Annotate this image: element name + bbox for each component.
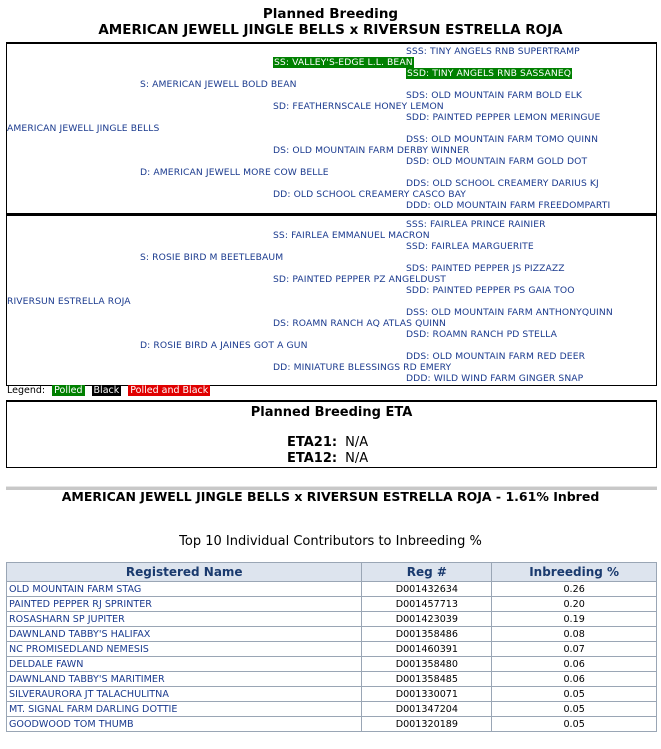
eta21-label: ETA21:	[287, 435, 338, 450]
dam-dss-link[interactable]: DSS: OLD MOUNTAIN FARM ANTHONYQUINN	[406, 307, 613, 318]
dam-animal-link[interactable]: RIVERSUN ESTRELLA ROJA	[7, 296, 131, 307]
col-header-name: Registered Name	[7, 563, 362, 582]
row-reg: D001432634	[362, 582, 492, 597]
table-row	[7, 597, 657, 612]
top-contributors-title: Top 10 Individual Contributors to Inbreeding %	[179, 534, 482, 549]
dam-sdd-link[interactable]: SDD: PAINTED PEPPER PS GAIA TOO	[406, 285, 575, 296]
sire-s-link[interactable]: S: AMERICAN JEWELL BOLD BEAN	[140, 79, 297, 90]
row-name-link[interactable]: DELDALE FAWN	[7, 657, 362, 672]
sire-ss-link[interactable]: SS: VALLEY'S-EDGE L.L. BEAN	[274, 57, 413, 68]
row-reg: D001358486	[362, 627, 492, 642]
dam-d-link[interactable]: D: ROSIE BIRD A JAINES GOT A GUN	[140, 340, 308, 351]
pairing-title: AMERICAN JEWELL JINGLE BELLS x RIVERSUN ESTRELLA ROJA	[98, 22, 563, 38]
dam-dsd-link[interactable]: DSD: ROAMN RANCH PD STELLA	[406, 329, 557, 340]
page-title: Planned Breeding	[262, 6, 399, 22]
dam-s-link[interactable]: S: ROSIE BIRD M BEETLEBAUM	[140, 252, 284, 263]
dam-pedigree-box	[6, 214, 657, 386]
row-inbreeding: 0.05	[492, 717, 657, 732]
row-name-link[interactable]: DAWNLAND TABBY'S MARITIMER	[7, 672, 362, 687]
dam-sds-link[interactable]: SDS: PAINTED PEPPER JS PIZZAZZ	[406, 263, 565, 274]
row-inbreeding: 0.06	[492, 672, 657, 687]
dam-sss-link[interactable]: SSS: FAIRLEA PRINCE RAINIER	[406, 219, 546, 230]
sire-sdd-link[interactable]: SDD: PAINTED PEPPER LEMON MERINGUE	[406, 112, 601, 123]
table-row	[7, 612, 657, 627]
row-name-link[interactable]: SILVERAURORA JT TALACHULITNA	[7, 687, 362, 702]
legend-polled-black-badge: Polled and Black	[130, 385, 209, 396]
dam-ds-link[interactable]: DS: ROAMN RANCH AQ ATLAS QUINN	[273, 318, 447, 329]
row-inbreeding: 0.20	[492, 597, 657, 612]
row-name-link[interactable]: NC PROMISEDLAND NEMESIS	[7, 642, 362, 657]
dam-ssd-link[interactable]: SSD: FAIRLEA MARGUERITE	[406, 241, 534, 252]
row-inbreeding: 0.05	[492, 687, 657, 702]
sire-ddd-link[interactable]: DDD: OLD MOUNTAIN FARM FREEDOMPARTI	[406, 200, 611, 211]
inbreeding-title: AMERICAN JEWELL JINGLE BELLS x RIVERSUN ESTRELLA ROJA - 1.61% Inbred	[61, 489, 600, 504]
sire-ds-link[interactable]: DS: OLD MOUNTAIN FARM DERBY WINNER	[273, 145, 470, 156]
table-row	[7, 642, 657, 657]
row-reg: D001358480	[362, 657, 492, 672]
eta12-value: N/A	[345, 451, 369, 466]
table-row	[7, 627, 657, 642]
legend-label: Legend:	[7, 385, 46, 396]
dam-dd-link[interactable]: DD: MINIATURE BLESSINGS RD EMERY	[273, 362, 452, 373]
row-inbreeding: 0.07	[492, 642, 657, 657]
sire-ssd-link[interactable]: SSD: TINY ANGELS RNB SASSANEQ	[407, 68, 572, 79]
dam-dds-link[interactable]: DDS: OLD MOUNTAIN FARM RED DEER	[406, 351, 586, 362]
row-reg: D001457713	[362, 597, 492, 612]
table-row	[7, 657, 657, 672]
dam-ss-link[interactable]: SS: FAIRLEA EMMANUEL MACRON	[273, 230, 430, 241]
row-name-link[interactable]: PAINTED PEPPER RJ SPRINTER	[7, 597, 362, 612]
legend-polled-badge: Polled	[54, 385, 83, 396]
dam-sd-link[interactable]: SD: PAINTED PEPPER PZ ANGELDUST	[273, 274, 446, 285]
row-name-link[interactable]: MT. SIGNAL FARM DARLING DOTTIE	[7, 702, 362, 717]
table-row	[7, 702, 657, 717]
row-name-link[interactable]: GOODWOOD TOM THUMB	[7, 717, 362, 732]
sire-pedigree-box	[6, 42, 657, 214]
sire-dds-link[interactable]: DDS: OLD SCHOOL CREAMERY DARIUS KJ	[406, 178, 599, 189]
table-header-row	[7, 563, 657, 582]
eta-title: Planned Breeding ETA	[250, 405, 413, 420]
row-reg: D001320189	[362, 717, 492, 732]
sire-dss-link[interactable]: DSS: OLD MOUNTAIN FARM TOMO QUINN	[406, 134, 599, 145]
row-name-link[interactable]: DAWNLAND TABBY'S HALIFAX	[7, 627, 362, 642]
row-inbreeding: 0.08	[492, 627, 657, 642]
row-inbreeding: 0.05	[492, 702, 657, 717]
legend	[7, 385, 210, 396]
sire-dd-link[interactable]: DD: OLD SCHOOL CREAMERY CASCO BAY	[273, 189, 467, 200]
table-row	[7, 582, 657, 597]
col-header-inbreeding: Inbreeding %	[492, 563, 657, 582]
sire-d-link[interactable]: D: AMERICAN JEWELL MORE COW BELLE	[140, 167, 329, 178]
legend-black-badge: Black	[93, 385, 120, 396]
row-reg: D001460391	[362, 642, 492, 657]
sire-sds-link[interactable]: SDS: OLD MOUNTAIN FARM BOLD ELK	[406, 90, 583, 101]
dam-ddd-link[interactable]: DDD: WILD WIND FARM GINGER SNAP	[406, 373, 584, 384]
row-name-link[interactable]: OLD MOUNTAIN FARM STAG	[7, 582, 362, 597]
eta12-row	[287, 451, 368, 466]
contributors-table	[6, 562, 657, 732]
eta-box	[6, 400, 657, 468]
sire-animal-link[interactable]: AMERICAN JEWELL JINGLE BELLS	[7, 123, 160, 134]
row-reg: D001423039	[362, 612, 492, 627]
sire-dsd-link[interactable]: DSD: OLD MOUNTAIN FARM GOLD DOT	[406, 156, 588, 167]
row-reg: D001358485	[362, 672, 492, 687]
eta21-value: N/A	[345, 435, 369, 450]
sire-sss-link[interactable]: SSS: TINY ANGELS RNB SUPERTRAMP	[406, 46, 580, 57]
row-reg: D001330071	[362, 687, 492, 702]
eta12-label: ETA12:	[287, 451, 338, 466]
sire-sd-link[interactable]: SD: FEATHERNSCALE HONEY LEMON	[273, 101, 444, 112]
row-inbreeding: 0.06	[492, 657, 657, 672]
row-inbreeding: 0.26	[492, 582, 657, 597]
col-header-reg: Reg #	[362, 563, 492, 582]
row-name-link[interactable]: ROSASHARN SP JUPITER	[7, 612, 362, 627]
row-inbreeding: 0.19	[492, 612, 657, 627]
row-reg: D001347204	[362, 702, 492, 717]
table-row	[7, 672, 657, 687]
table-row	[7, 717, 657, 732]
table-row	[7, 687, 657, 702]
eta21-row	[287, 435, 368, 450]
